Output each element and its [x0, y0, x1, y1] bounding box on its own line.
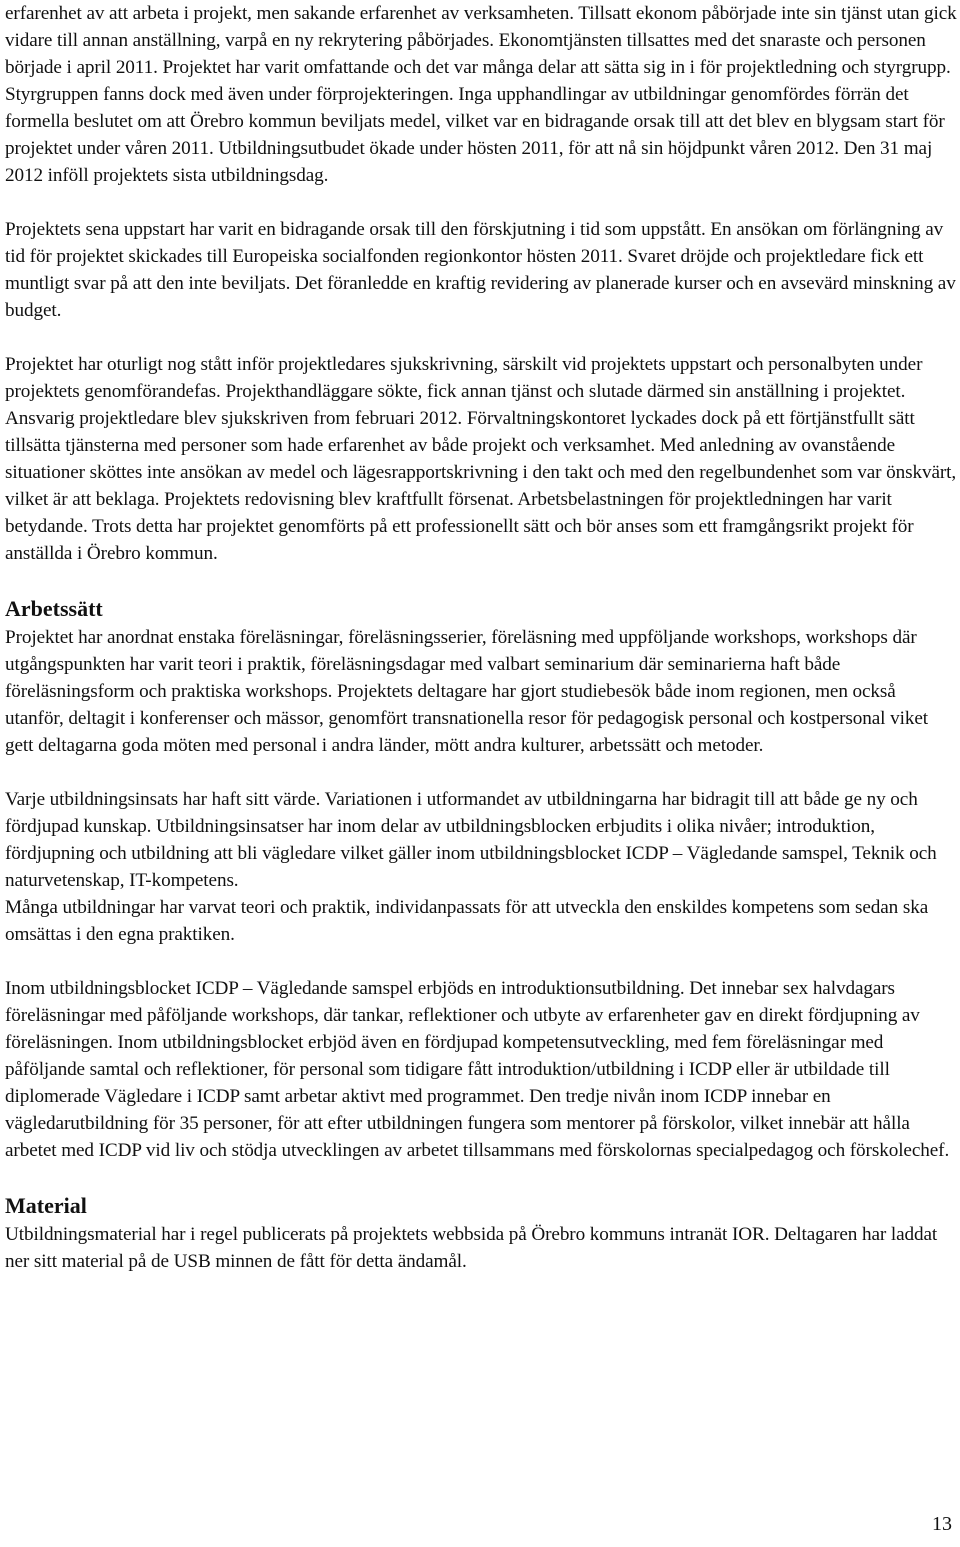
page-number: 13 — [932, 1513, 952, 1535]
body-paragraph: Inom utbildningsblocket ICDP – Vägledande samspel erbjöds en introduktionsutbildning. Det innebar sex halvdagars föreläsningar med påföljande workshops, där tankar, reflektioner och utbyte av erfarenheter gav en direkt fördjupning av föreläsningen. Inom utbildningsblocket erbjöd även en fördjupad kompetensutveckling, med fem föreläsningar med påföljande samtal och reflektioner, för personal som tidigare fått introduktion/utbildning i ICDP eller är utbildade till diplomerade Vägledare i ICDP samt arbetar aktivt med programmet. Den tredje nivån inom ICDP innebar en vägledarutbildning för 35 personer, för att efter utbildningen fungera som mentorer på förskolor, vilket innebär att hålla arbetet med ICDP vid liv och stödja utvecklingen av arbetet tillsammans med förskolornas specialpedagog och förskolechef. — [5, 978, 950, 1161]
paragraph-spacer — [5, 1164, 957, 1191]
paragraph-spacer — [5, 324, 957, 351]
paragraph-spacer — [5, 567, 957, 594]
body-paragraph: Varje utbildningsinsats har haft sitt värde. Variationen i utformandet av utbildningarna har bidragit till att både ge ny och fördjupad kunskap. Utbildningsinsatser har inom delar av utbildningsblocken erbjudits i olika nivåer; introduktion, fördjupning och utbildning att bli vägledare vilket gäller inom utbildningsblocket ICDP – Vägledande samspel, Teknik och naturvetenskap, IT-kompetens. — [5, 789, 937, 891]
paragraph-spacer — [5, 189, 957, 216]
paragraph-spacer — [5, 759, 957, 786]
section-heading-material: Material — [5, 1193, 87, 1218]
body-paragraph: Många utbildningar har varvat teori och praktik, individanpassats för att utveckla den enskildes kompetens som sedan ska omsättas i den egna praktiken. — [5, 897, 929, 945]
paragraph-spacer — [5, 948, 957, 975]
body-paragraph: Utbildningsmaterial har i regel publicerats på projektets webbsida på Örebro kommuns intranät IOR. Deltagaren har laddat ner sitt material på de USB minnen de fått för detta ändamål. — [5, 1224, 938, 1272]
body-paragraph: erfarenhet av att arbeta i projekt, men sakande erfarenhet av verksamheten. Tillsatt ekonom påbörjade inte sin tjänst utan gick vidare till annan anställning, varpå en ny rekrytering påbörjades. Ekonomtjänsten tillsattes med det snaraste och personen började i april 2011. Projektet har varit omfattande och det var många delar att sätta sig in i för projektledning och styrgrupp. Styrgruppen fanns dock med även under förprojekteringen. Inga upphandlingar av utbildningar genomfördes förrän det formella beslutet om att Örebro kommun beviljats medel, vilket var en bidragande orsak till att det blev en blygsam start för projektet under våren 2011. Utbildningsutbudet ökade under hösten 2011, för att nå sin höjdpunkt våren 2012. Den 31 maj 2012 inföll projektets sista utbildningsdag. — [5, 3, 957, 186]
body-paragraph: Projektets sena uppstart har varit en bidragande orsak till den förskjutning i tid som uppstått. En ansökan om förlängning av tid för projektet skickades till Europeiska socialfonden regionkontor hösten 2011. Svaret dröjde och projektledare fick ett muntligt svar på att den inte beviljats. Det föranledde en kraftig revidering av planerade kurser och en avsevärd minskning av budget. — [5, 219, 956, 321]
section-heading-arbetssatt: Arbetssätt — [5, 596, 103, 621]
body-paragraph: Projektet har anordnat enstaka föreläsningar, föreläsningsserier, föreläsning med uppföljande workshops, workshops där utgångspunkten har varit teori i praktik, föreläsningsdagar med valbart seminarium där seminarierna haft både föreläsningsform och praktiska workshops. Projektets deltagare har gjort studiebesök både inom regionen, men också utanför, deltagit i konferenser och mässor, genomfört transnationella resor för pedagogisk personal och kostpersonal viket gett deltagarna goda möten med personal i andra länder, mött andra kulturer, arbetssätt och metoder. — [5, 627, 928, 756]
document-page — [5, 0, 957, 1275]
body-paragraph: Projektet har oturligt nog stått inför projektledares sjukskrivning, särskilt vid projektets uppstart och personalbyten under projektets genomförandefas. Projekthandläggare sökte, fick annan tjänst och slutade därmed sin anställning i projektet. Ansvarig projektledare blev sjukskriven from februari 2012. Förvaltningskontoret lyckades dock på ett förtjänstfullt sätt tillsätta tjänsterna med personer som hade erfarenhet av både projekt och verksamhet. Med anledning av ovanstående situationer sköttes inte ansökan av medel och lägesrapportskrivning i den takt och med den regelbundenhet som var önskvärt, vilket är att beklaga. Projektets redovisning blev kraftfullt försenat. Arbetsbelastningen för projektledningen har varit betydande. Trots detta har projektet genomförts på ett professionellt sätt och bör anses som ett framgångsrikt projekt för anställda i Örebro kommun. — [5, 354, 957, 564]
